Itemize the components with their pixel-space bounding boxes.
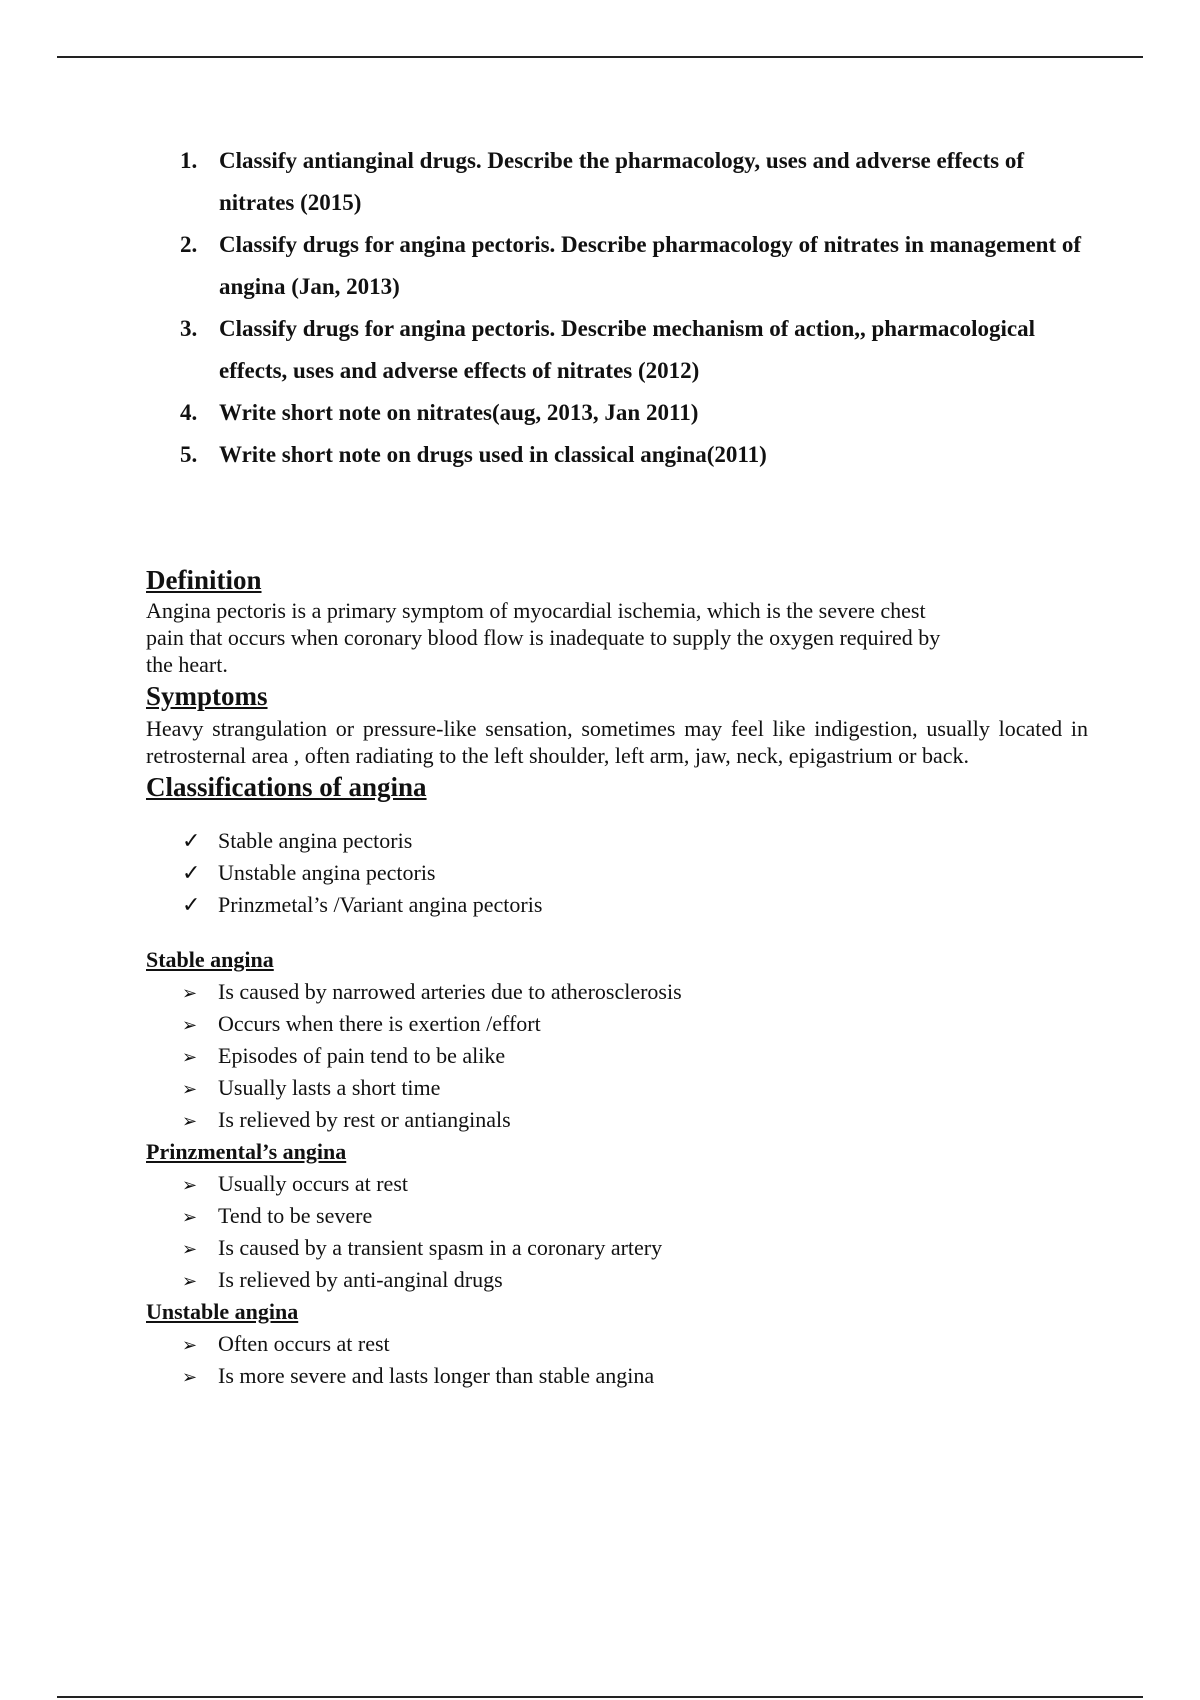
list-item-text: Episodes of pain tend to be alike (218, 1043, 506, 1068)
arrow-bullet-icon: ➢ (182, 1047, 198, 1067)
list-item-text: Usually lasts a short time (218, 1075, 441, 1100)
arrow-bullet-icon: ➢ (182, 1239, 198, 1259)
list-item (146, 1232, 1088, 1264)
definition-text (146, 597, 1088, 678)
symptoms-text: Heavy strangulation or pressure-like sensation, sometimes may feel like indigestion, usually located in retrosternal area , often radiating to the left shoulder, left arm, jaw, neck, epigastrium or back. (146, 716, 1088, 768)
check-icon: ✓ (182, 828, 201, 853)
arrow-bullet-icon: ➢ (182, 1079, 198, 1099)
unstable-angina-heading: Unstable angina (146, 1299, 299, 1324)
list-item-text: Usually occurs at rest (218, 1171, 408, 1196)
question-item (172, 434, 1102, 476)
list-item (146, 1104, 1088, 1136)
list-item (146, 889, 1088, 921)
list-item-text: Is more severe and lasts longer than stable angina (218, 1363, 655, 1388)
symptoms-heading: Symptoms (146, 681, 268, 711)
question-item (172, 308, 1102, 392)
question-item (172, 140, 1102, 224)
list-item (146, 976, 1088, 1008)
question-number: 1. (180, 148, 198, 173)
question-text: Write short note on nitrates(aug, 2013, Jan 2011) (219, 400, 699, 425)
question-number: 3. (180, 316, 198, 341)
list-item (146, 1040, 1088, 1072)
definition-heading: Definition (146, 565, 262, 595)
question-text: Classify antianginal drugs. Describe the pharmacology, uses and adverse effects of nitrates (2015) (219, 148, 1024, 215)
classification-list (146, 825, 1088, 921)
question-text: Classify drugs for angina pectoris. Describe mechanism of action,, pharmacological effects, uses and adverse effects of nitrates (2012) (219, 316, 1036, 383)
list-item (146, 857, 1088, 889)
arrow-bullet-icon: ➢ (182, 1207, 198, 1227)
classifications-heading: Classifications of angina (146, 772, 427, 802)
arrow-bullet-icon: ➢ (182, 1271, 198, 1291)
list-item-text: Is relieved by anti-anginal drugs (218, 1267, 503, 1292)
arrow-bullet-icon: ➢ (182, 1111, 198, 1131)
question-text: Classify drugs for angina pectoris. Describe pharmacology of nitrates in management of angina (Jan, 2013) (219, 232, 1082, 299)
arrow-bullet-icon: ➢ (182, 1015, 198, 1035)
check-icon: ✓ (182, 892, 201, 917)
arrow-bullet-icon: ➢ (182, 1175, 198, 1195)
arrow-bullet-icon: ➢ (182, 983, 198, 1003)
list-item (146, 1072, 1088, 1104)
list-item (146, 1200, 1088, 1232)
question-item (172, 392, 1102, 434)
list-item-text: Stable angina pectoris (218, 828, 413, 853)
definition-line: the heart. (146, 652, 228, 677)
definition-line: Angina pectoris is a primary symptom of myocardial ischemia, which is the severe chest (146, 598, 926, 623)
bottom-rule (57, 1696, 1143, 1698)
arrow-bullet-icon: ➢ (182, 1367, 198, 1387)
exam-question-list (172, 140, 1102, 476)
question-text: Write short note on drugs used in classical angina(2011) (219, 442, 767, 467)
question-number: 5. (180, 442, 198, 467)
list-item-text: Is caused by narrowed arteries due to atherosclerosis (218, 979, 682, 1004)
list-item (146, 1264, 1088, 1296)
list-item (146, 1168, 1088, 1200)
list-item-text: Often occurs at rest (218, 1331, 390, 1356)
list-item-text: Is caused by a transient spasm in a coronary artery (218, 1235, 663, 1260)
question-number: 2. (180, 232, 198, 257)
list-item (146, 1328, 1088, 1360)
stable-angina-heading: Stable angina (146, 947, 274, 972)
prinzmental-angina-heading: Prinzmental’s angina (146, 1139, 347, 1164)
list-item-text: Is relieved by rest or antianginals (218, 1107, 511, 1132)
list-item-text: Occurs when there is exertion /effort (218, 1011, 541, 1036)
definition-line: pain that occurs when coronary blood flow is inadequate to supply the oxygen required by (146, 625, 941, 650)
list-item (146, 1360, 1088, 1392)
stable-angina-list (146, 976, 1088, 1136)
list-item-text: Unstable angina pectoris (218, 860, 436, 885)
question-number: 4. (180, 400, 198, 425)
arrow-bullet-icon: ➢ (182, 1335, 198, 1355)
unstable-angina-list (146, 1328, 1088, 1392)
top-rule (57, 56, 1143, 58)
prinzmental-angina-list (146, 1168, 1088, 1296)
check-icon: ✓ (182, 860, 201, 885)
notes-content (146, 565, 1088, 1392)
question-item (172, 224, 1102, 308)
list-item-text: Tend to be severe (218, 1203, 373, 1228)
list-item (146, 1008, 1088, 1040)
list-item (146, 825, 1088, 857)
list-item-text: Prinzmetal’s /Variant angina pectoris (218, 892, 543, 917)
